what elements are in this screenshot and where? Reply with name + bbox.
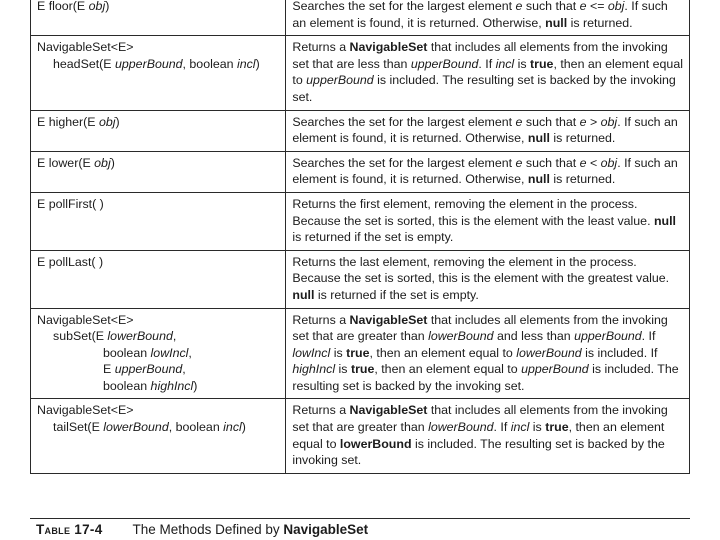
- method-parameter: boolean lowIncl,: [103, 345, 192, 360]
- method-signature-cell: [31, 36, 286, 110]
- method-description: Returns the first element, removing the element in the process. Because the set is sorted, this is the element with the least value. null is returned if the set is empty.: [292, 196, 676, 245]
- method-description-cell: [286, 0, 690, 36]
- method-signature: subSet(E lowerBound,: [53, 329, 177, 344]
- method-description-cell: [286, 308, 690, 399]
- method-description-cell: [286, 110, 690, 151]
- method-signature-cell: [31, 192, 286, 250]
- method-signature-cell: [31, 250, 286, 308]
- table-caption-code: NavigableSet: [283, 522, 369, 537]
- method-signature: tailSet(E lowerBound, boolean incl): [53, 420, 246, 435]
- method-signature-cell: [31, 110, 286, 151]
- method-signature: headSet(E upperBound, boolean incl): [53, 56, 260, 71]
- method-signature-cell: [31, 308, 286, 399]
- method-description: Searches the set for the largest element e such that e < obj. If such an element is found, it is returned. Otherwise, null is returned.: [292, 155, 678, 187]
- method-return-type: NavigableSet<E>: [37, 312, 134, 327]
- table-row: [31, 399, 690, 473]
- method-signature-cell: [31, 0, 286, 36]
- method-description-cell: [286, 151, 690, 192]
- methods-table: [30, 0, 690, 474]
- table-row: [31, 151, 690, 192]
- table-row: [31, 192, 690, 250]
- table-row: [31, 36, 690, 110]
- table-caption-label: Table 17-4: [36, 522, 103, 537]
- method-description: Returns the last element, removing the element in the process. Because the set is sorted, this is the element with the greatest value. null is returned if the set is empty.: [292, 254, 670, 302]
- method-description: Searches the set for the largest element e such that e <= obj. If such an element is found, it is returned. Otherwise, null is returned.: [292, 0, 668, 30]
- table-bottom-rule: [30, 518, 690, 519]
- method-parameter: E upperBound,: [103, 362, 186, 377]
- methods-table-container: [30, 0, 690, 474]
- method-description-cell: [286, 192, 690, 250]
- table-caption-text: The Methods Defined by: [132, 522, 284, 537]
- method-description: Returns a NavigableSet that includes all elements from the invoking set that are greater than lowerBound and less than upperBound. If lowIncl is true, then an element equal to lowerBound is included. If highIncl is true, then an element equal to upperBound is included. The resulting set is backed by the invoking set.: [292, 312, 679, 393]
- method-parameter: boolean highIncl): [103, 378, 198, 393]
- method-description-cell: [286, 399, 690, 473]
- table-row: [31, 110, 690, 151]
- method-description: Returns a NavigableSet that includes all elements from the invoking set that are less than upperBound. If incl is true, then an element equal to upperBound is included. The resulting set is backed by the invoking set.: [292, 40, 683, 104]
- method-description: Returns a NavigableSet that includes all elements from the invoking set that are greater than lowerBound. If incl is true, then an element equal to lowerBound is included. The resulting set is backed by the invoking set.: [292, 403, 668, 468]
- method-description-cell: [286, 250, 690, 308]
- table-caption: [36, 522, 368, 537]
- table-row: [31, 0, 690, 36]
- method-description-cell: [286, 36, 690, 110]
- method-description: Searches the set for the largest element e such that e > obj. If such an element is found, it is returned. Otherwise, null is returned.: [292, 114, 678, 146]
- method-signature-cell: [31, 399, 286, 473]
- method-return-type: NavigableSet<E>: [37, 40, 134, 55]
- table-row: [31, 250, 690, 308]
- table-row: [31, 308, 690, 399]
- method-signature: E pollLast( ): [37, 254, 104, 269]
- method-signature: E lower(E obj): [37, 155, 115, 170]
- method-signature: E floor(E obj): [37, 0, 110, 13]
- method-return-type: NavigableSet<E>: [37, 403, 134, 418]
- method-signature: E higher(E obj): [37, 114, 120, 129]
- method-signature-cell: [31, 151, 286, 192]
- method-signature: E pollFirst( ): [37, 196, 104, 211]
